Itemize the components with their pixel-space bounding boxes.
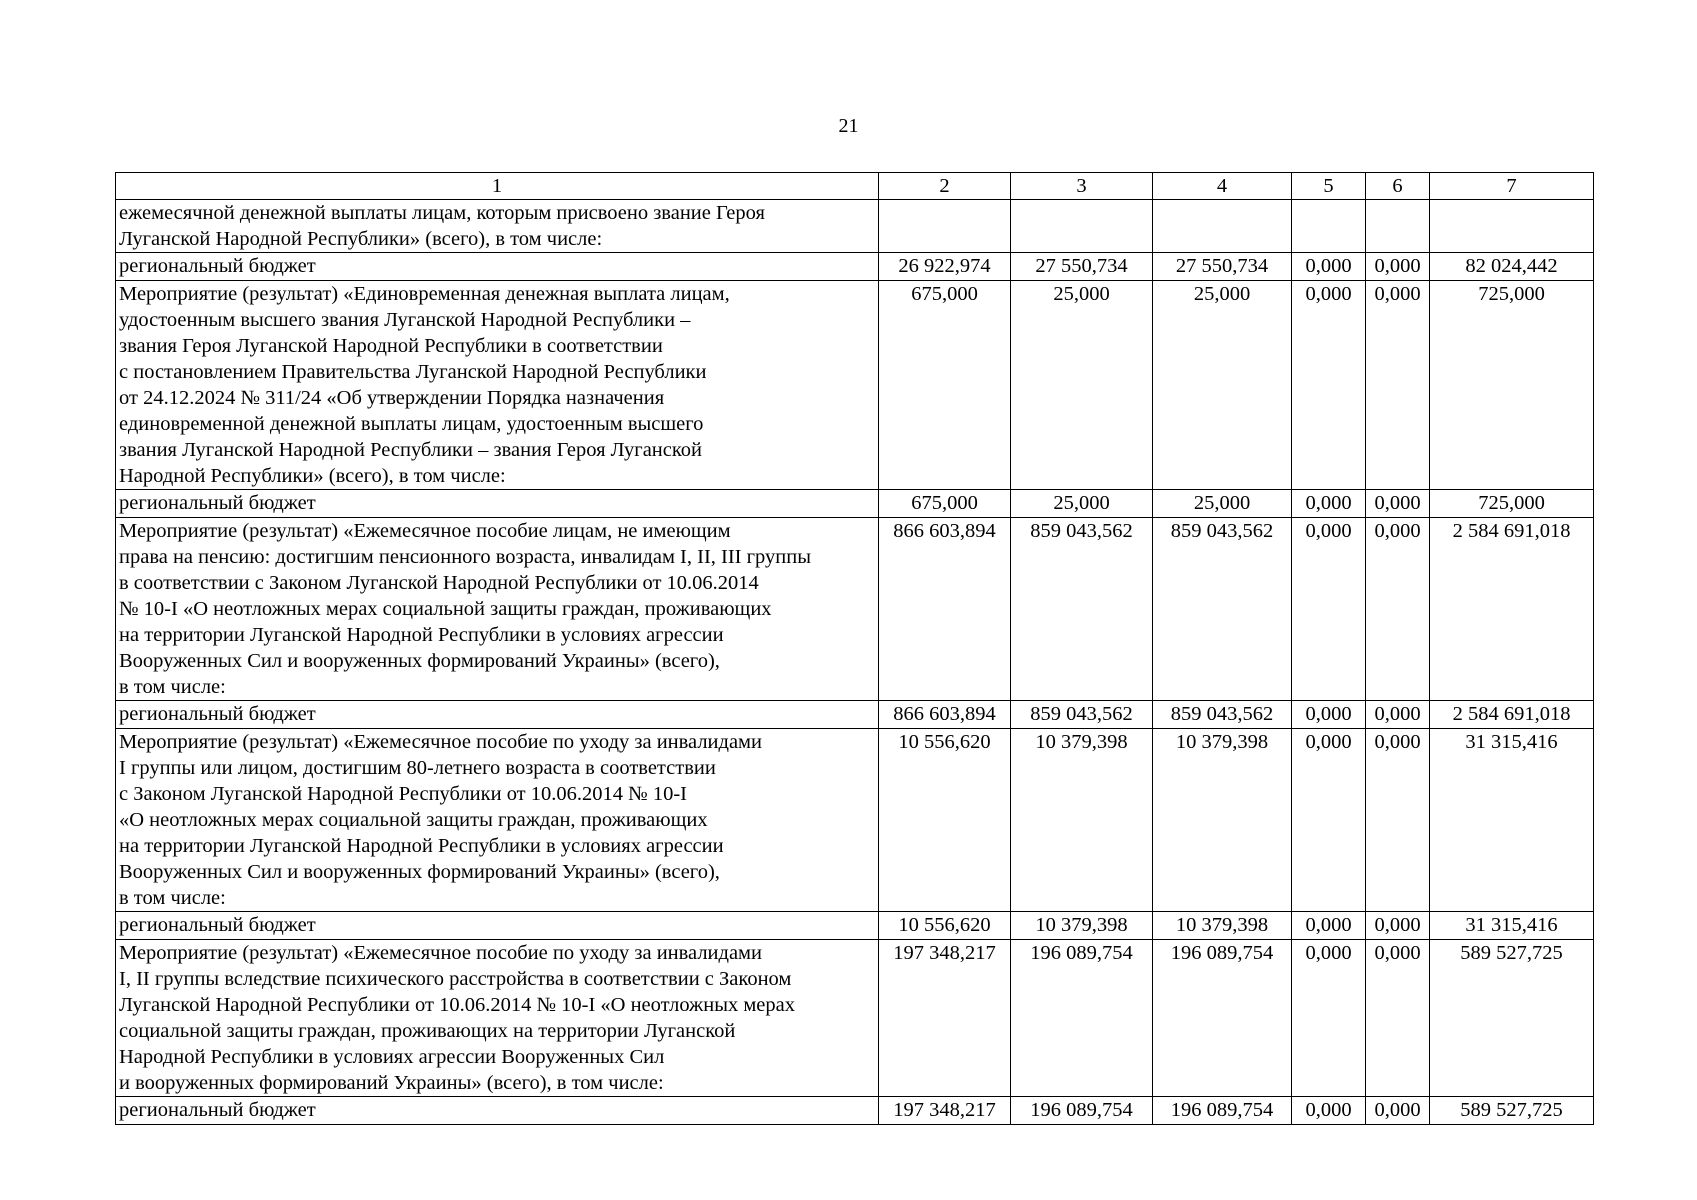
column-header: 4 bbox=[1153, 173, 1292, 200]
cell-value: 10 556,620 bbox=[879, 729, 1011, 912]
cell-value: 0,000 bbox=[1292, 912, 1366, 940]
cell-value: 0,000 bbox=[1292, 729, 1366, 912]
cell-value: 866 603,894 bbox=[879, 701, 1011, 729]
column-header: 2 bbox=[879, 173, 1011, 200]
table-row bbox=[116, 940, 1594, 1097]
cell-value: 859 043,562 bbox=[1153, 518, 1292, 701]
cell-value: 0,000 bbox=[1366, 940, 1430, 1097]
cell-value: 10 379,398 bbox=[1153, 912, 1292, 940]
cell-value: 589 527,725 bbox=[1430, 940, 1594, 1097]
cell-value: 25,000 bbox=[1011, 281, 1153, 490]
cell-value: 0,000 bbox=[1366, 490, 1430, 518]
table-row bbox=[116, 729, 1594, 912]
cell-value: 725,000 bbox=[1430, 490, 1594, 518]
table-row bbox=[116, 253, 1594, 281]
row-description: региональный бюджет bbox=[116, 490, 879, 518]
table-row bbox=[116, 490, 1594, 518]
cell-value: 2 584 691,018 bbox=[1430, 701, 1594, 729]
cell-value bbox=[1292, 200, 1366, 253]
table-row bbox=[116, 200, 1594, 253]
row-description: Мероприятие (результат) «Единовременная денежная выплата лицам, удостоенным высшего звания Луганской Народной Республики – звания Героя Луганской Народной Республики в соответствии с постановлением Правительства Луганской Народной Республики от 24.12.2024 № 311/24 «Об утверждении Порядка назначения единовременной денежной выплаты лицам, удостоенным высшего звания Луганской Народной Республики – звания Героя Луганской Народной Республики» (всего), в том числе: bbox=[116, 281, 879, 490]
row-description: региональный бюджет bbox=[116, 253, 879, 281]
cell-value: 27 550,734 bbox=[1011, 253, 1153, 281]
column-header: 7 bbox=[1430, 173, 1594, 200]
cell-value: 0,000 bbox=[1292, 281, 1366, 490]
row-description: ежемесячной денежной выплаты лицам, которым присвоено звание Героя Луганской Народной Республики» (всего), в том числе: bbox=[116, 200, 879, 253]
cell-value: 0,000 bbox=[1292, 253, 1366, 281]
cell-value: 10 556,620 bbox=[879, 912, 1011, 940]
cell-value: 197 348,217 bbox=[879, 1097, 1011, 1125]
cell-value bbox=[1430, 200, 1594, 253]
cell-value: 196 089,754 bbox=[1153, 1097, 1292, 1125]
cell-value: 0,000 bbox=[1292, 940, 1366, 1097]
cell-value: 0,000 bbox=[1292, 490, 1366, 518]
row-description: региональный бюджет bbox=[116, 1097, 879, 1125]
cell-value: 589 527,725 bbox=[1430, 1097, 1594, 1125]
cell-value: 859 043,562 bbox=[1011, 518, 1153, 701]
cell-value: 0,000 bbox=[1292, 701, 1366, 729]
table-row bbox=[116, 281, 1594, 490]
cell-value: 0,000 bbox=[1366, 729, 1430, 912]
cell-value: 675,000 bbox=[879, 281, 1011, 490]
column-header: 6 bbox=[1366, 173, 1430, 200]
row-description: региональный бюджет bbox=[116, 912, 879, 940]
row-description: Мероприятие (результат) «Ежемесячное пособие по уходу за инвалидами I, II группы вследствие психического расстройства в соответствии с Законом Луганской Народной Республики от 10.06.2014 № 10-I «О неотложных мерах социальной защиты граждан, проживающих на территории Луганской Народной Республики в условиях агрессии Вооруженных Сил и вооруженных формирований Украины» (всего), в том числе: bbox=[116, 940, 879, 1097]
cell-value: 196 089,754 bbox=[1011, 940, 1153, 1097]
row-description: региональный бюджет bbox=[116, 701, 879, 729]
row-description: Мероприятие (результат) «Ежемесячное пособие лицам, не имеющим права на пенсию: достигшим пенсионного возраста, инвалидам I, II, III группы в соответствии с Законом Луганской Народной Республики от 10.06.2014 № 10-I «О неотложных мерах социальной защиты граждан, проживающих на территории Луганской Народной Республики в условиях агрессии Вооруженных Сил и вооруженных формирований Украины» (всего), в том числе: bbox=[116, 518, 879, 701]
budget-table bbox=[115, 172, 1594, 1125]
cell-value: 0,000 bbox=[1366, 912, 1430, 940]
column-header: 1 bbox=[116, 173, 879, 200]
cell-value: 82 024,442 bbox=[1430, 253, 1594, 281]
cell-value bbox=[1366, 200, 1430, 253]
cell-value: 675,000 bbox=[879, 490, 1011, 518]
cell-value: 27 550,734 bbox=[1153, 253, 1292, 281]
cell-value: 725,000 bbox=[1430, 281, 1594, 490]
cell-value: 0,000 bbox=[1366, 1097, 1430, 1125]
table-row bbox=[116, 912, 1594, 940]
cell-value: 0,000 bbox=[1366, 253, 1430, 281]
cell-value bbox=[879, 200, 1011, 253]
cell-value: 10 379,398 bbox=[1011, 729, 1153, 912]
page-number: 21 bbox=[838, 115, 859, 137]
cell-value: 0,000 bbox=[1366, 518, 1430, 701]
cell-value bbox=[1011, 200, 1153, 253]
cell-value bbox=[1153, 200, 1292, 253]
cell-value: 25,000 bbox=[1153, 281, 1292, 490]
cell-value: 10 379,398 bbox=[1153, 729, 1292, 912]
cell-value: 25,000 bbox=[1011, 490, 1153, 518]
cell-value: 31 315,416 bbox=[1430, 729, 1594, 912]
cell-value: 0,000 bbox=[1366, 701, 1430, 729]
cell-value: 10 379,398 bbox=[1011, 912, 1153, 940]
cell-value: 26 922,974 bbox=[879, 253, 1011, 281]
cell-value: 859 043,562 bbox=[1011, 701, 1153, 729]
cell-value: 25,000 bbox=[1153, 490, 1292, 518]
table-row bbox=[116, 1097, 1594, 1125]
table-row bbox=[116, 518, 1594, 701]
cell-value: 859 043,562 bbox=[1153, 701, 1292, 729]
table-header-row bbox=[116, 173, 1594, 200]
cell-value: 197 348,217 bbox=[879, 940, 1011, 1097]
table-row bbox=[116, 701, 1594, 729]
cell-value: 196 089,754 bbox=[1011, 1097, 1153, 1125]
cell-value: 196 089,754 bbox=[1153, 940, 1292, 1097]
cell-value: 0,000 bbox=[1292, 1097, 1366, 1125]
cell-value: 866 603,894 bbox=[879, 518, 1011, 701]
column-header: 5 bbox=[1292, 173, 1366, 200]
column-header: 3 bbox=[1011, 173, 1153, 200]
cell-value: 0,000 bbox=[1292, 518, 1366, 701]
cell-value: 31 315,416 bbox=[1430, 912, 1594, 940]
cell-value: 2 584 691,018 bbox=[1430, 518, 1594, 701]
row-description: Мероприятие (результат) «Ежемесячное пособие по уходу за инвалидами I группы или лицом, достигшим 80-летнего возраста в соответствии с Законом Луганской Народной Республики от 10.06.2014 № 10-I «О неотложных мерах социальной защиты граждан, проживающих на территории Луганской Народной Республики в условиях агрессии Вооруженных Сил и вооруженных формирований Украины» (всего), в том числе: bbox=[116, 729, 879, 912]
cell-value: 0,000 bbox=[1366, 281, 1430, 490]
